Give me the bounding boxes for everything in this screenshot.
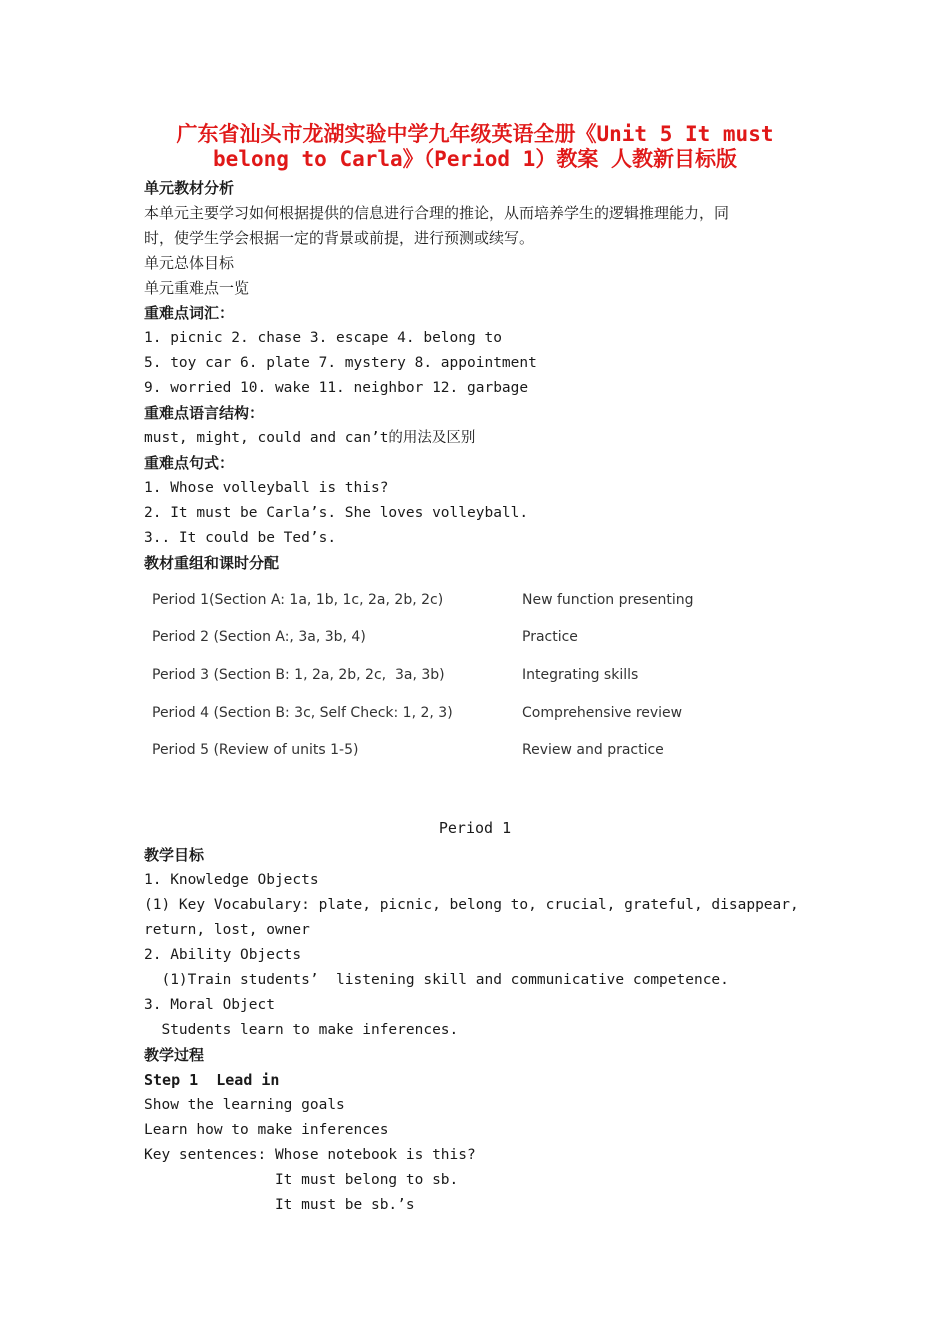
allocation-focus: Integrating skills xyxy=(522,667,639,683)
objective-line: 1. Knowledge Objects xyxy=(144,872,319,888)
allocation-row xyxy=(144,629,804,653)
objective-line: 3. Moral Object xyxy=(144,997,275,1013)
unit-keypoints: 单元重难点一览 xyxy=(144,279,250,297)
objectives-heading: 教学目标 xyxy=(144,846,205,864)
unit-analysis-text-2: 时，使学生学会根据一定的背景或前提，进行预测或续写。 xyxy=(144,229,535,247)
allocation-row xyxy=(144,705,804,729)
allocation-period: Period 5 (Review of units 1-5) xyxy=(152,742,359,758)
allocation-row xyxy=(144,592,804,616)
objective-line: (1)Train students’ listening skill and communicative competence. xyxy=(144,972,729,988)
step-line: It must belong to sb. xyxy=(144,1172,459,1188)
sentence-line: 1. Whose volleyball is this? xyxy=(144,480,389,496)
process-heading: 教学过程 xyxy=(144,1046,205,1064)
allocation-focus: Comprehensive review xyxy=(522,705,683,721)
sentence-line: 2. It must be Carla’s. She loves volleyball. xyxy=(144,505,529,521)
step-line: Key sentences: Whose notebook is this? xyxy=(144,1147,476,1163)
allocation-row xyxy=(144,667,804,691)
document-title xyxy=(100,122,850,172)
title-line-2: belong to Carla》（Period 1）教案 人教新目标版 xyxy=(213,147,737,171)
objective-line: return, lost, owner xyxy=(144,922,310,938)
allocation-focus: Review and practice xyxy=(522,742,664,758)
vocab-line: 1. picnic 2. chase 3. escape 4. belong to xyxy=(144,330,502,346)
period-title: Period 1 xyxy=(438,819,512,837)
objective-line: Students learn to make inferences. xyxy=(144,1022,459,1038)
step-line: Learn how to make inferences xyxy=(144,1122,389,1138)
objective-line: (1) Key Vocabulary: plate, picnic, belong to, crucial, grateful, disappear, xyxy=(144,897,799,913)
vocab-heading: 重难点词汇： xyxy=(144,304,235,322)
step-line: It must be sb.’s xyxy=(144,1197,415,1213)
allocation-focus: New function presenting xyxy=(522,592,694,608)
title-line-1: 广东省汕头市龙湖实验中学九年级英语全册《Unit 5 It must xyxy=(176,122,774,146)
period-allocation-table xyxy=(144,582,804,772)
step-line: Show the learning goals xyxy=(144,1097,345,1113)
step-heading: Step 1 Lead in xyxy=(144,1071,280,1089)
objective-line: 2. Ability Objects xyxy=(144,947,302,963)
allocation-period: Period 3 (Section B: 1, 2a, 2b, 2c, 3a, 3b) xyxy=(152,667,445,683)
allocation-focus: Practice xyxy=(522,629,578,645)
allocation-period: Period 2 (Section A:, 3a, 3b, 4) xyxy=(152,629,366,645)
sentences-heading: 重难点句式： xyxy=(144,454,235,472)
sentence-line: 3.. It could be Ted’s. xyxy=(144,530,337,546)
unit-goal: 单元总体目标 xyxy=(144,254,235,272)
allocation-row xyxy=(144,742,804,766)
structure-heading: 重难点语言结构： xyxy=(144,404,265,422)
allocation-period: Period 1(Section A: 1a, 1b, 1c, 2a, 2b, 2c) xyxy=(152,592,444,608)
structure-text: must, might, could and can’t的用法及区别 xyxy=(144,430,476,446)
vocab-line: 5. toy car 6. plate 7. mystery 8. appointment xyxy=(144,355,537,371)
unit-analysis-heading: 单元教材分析 xyxy=(144,179,235,197)
unit-analysis-text-1: 本单元主要学习如何根据提供的信息进行合理的推论，从而培养学生的逻辑推理能力，同 xyxy=(144,204,730,222)
allocation-period: Period 4 (Section B: 3c, Self Check: 1, 2, 3) xyxy=(152,705,453,721)
allocation-heading: 教材重组和课时分配 xyxy=(144,554,280,572)
vocab-line: 9. worried 10. wake 11. neighbor 12. garbage xyxy=(144,380,529,396)
